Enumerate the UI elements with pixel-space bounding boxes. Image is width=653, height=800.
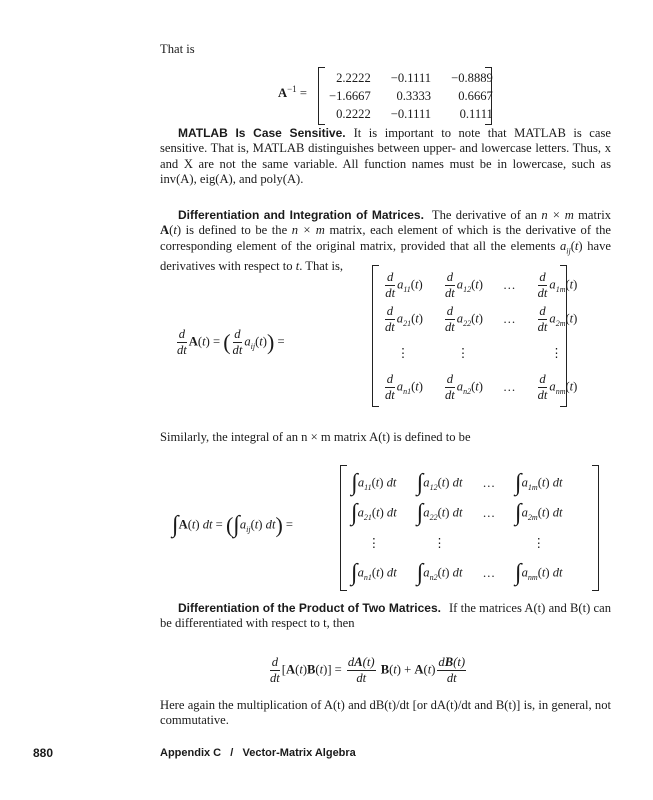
- matrix-cell: …: [503, 277, 516, 292]
- matrix-cell: $\frac{d}{dt}$ $a_{11}(t)$: [385, 269, 423, 300]
- matrix-cell: $\int a_{1m}(t)$ dt: [515, 469, 563, 496]
- matrix-row: [373, 268, 587, 302]
- matrix-cell: $\frac{d}{dt}$ $a_{n1}(t)$: [385, 371, 423, 402]
- matrix-cell: 0.6667: [458, 89, 493, 103]
- matrix-cell: ⋮: [433, 536, 446, 550]
- running-title: Appendix C / Vector-Matrix Algebra: [160, 747, 356, 759]
- matrix-cell: $\frac{d}{dt}$ $a_{1m}(t)$: [537, 269, 578, 300]
- matrix-cell: …: [482, 475, 496, 490]
- matrix-cell: $\int a_{21}(t)$ dt: [351, 499, 397, 526]
- matrix-cell: $\frac{d}{dt}$ $a_{2m}(t)$: [537, 303, 578, 334]
- matrix-cell: …: [503, 379, 516, 394]
- derivative-lhs: $\frac{d}{dt}$ A(t) = ( $\frac{d}{dt}$ $a_{ij}(t)$) =: [177, 327, 285, 357]
- matrix-cell: $\frac{d}{dt}$ $a_{22}(t)$: [445, 303, 483, 334]
- differentiation-paragraph: Differentiation and Integration of Matrices. The derivative of an n × m matrix A(t) is defined to be the n × m matrix, each element of which is the derivative of the corresponding element of the original matrix, provided that all the elements $a_{ij}(t)$ have derivatives with respect to t. That is,: [160, 208, 612, 273]
- matrix-cell: 0.2222: [336, 107, 371, 121]
- matrix-cell: 0.3333: [396, 89, 432, 103]
- case-sensitive-paragraph: MATLAB Is Case Sensitive. It is important to note that MATLAB is case sensitive. That is, MATLAB distinguishes between upper- and lowercase letters. Thus, x and X are not the same variable. All function names must be in lowercase, such as inv(A), eig(A), and poly(A).: [160, 126, 611, 187]
- matrix-row: [341, 498, 573, 528]
- integral-matrix: [340, 465, 599, 591]
- matrix-cell: ⋮: [367, 536, 381, 550]
- matrix-cell: −0.1111: [390, 71, 432, 85]
- matrix-cell: $\int a_{12}(t)$ dt: [416, 469, 463, 496]
- matrix-cell: $\int a_{n1}(t)$ dt: [351, 559, 397, 586]
- matrix-cell: …: [482, 565, 496, 580]
- integral-lhs: ∫A(t) dt = $(\int a_{ij}(t) dt)$ =: [172, 512, 294, 538]
- matrix-row: [373, 302, 587, 336]
- matrix-cell: …: [503, 311, 516, 326]
- matrix-cell: ⋮: [396, 346, 410, 360]
- matrix-row: [341, 468, 573, 498]
- matrix-cell: −0.1111: [390, 107, 432, 121]
- matrix-cell: [493, 336, 526, 370]
- matrix-cell: 2.2222: [336, 71, 371, 85]
- product-paragraph: Differentiation of the Product of Two Matrices. If the matrices A(t) and B(t) can be differentiated with respect to t, then: [160, 601, 611, 631]
- matrix-cell: $\frac{d}{dt}$ $a_{21}(t)$: [385, 303, 423, 334]
- matrix-cell: −1.6667: [329, 89, 371, 103]
- matrix-row: [373, 336, 587, 370]
- matrix-row: [373, 370, 587, 404]
- intro-text: That is: [160, 42, 195, 56]
- matrix-cell: $\int a_{nm}(t)$ dt: [515, 559, 563, 586]
- matrix-cell: $\frac{d}{dt}$ $a_{12}(t)$: [445, 269, 483, 300]
- matrix-cell: $\int a_{2m}(t)$ dt: [515, 499, 563, 526]
- matrix-cell: $\int a_{22}(t)$ dt: [416, 499, 463, 526]
- inverse-label: $A^{-1}$ =: [278, 84, 307, 101]
- integral-intro-text: Similarly, the integral of an n × m matrix A(t) is defined to be: [160, 430, 471, 444]
- matrix-cell: $\int a_{11}(t)$ dt: [351, 469, 397, 496]
- matrix-row: [341, 528, 573, 558]
- matrix-cell: ⋮: [532, 536, 546, 550]
- matrix-row: [341, 558, 573, 588]
- inverse-matrix: [318, 67, 492, 125]
- final-paragraph: Here again the multiplication of A(t) and dB(t)/dt [or dA(t)/dt and B(t)] is, in general, not commutative.: [160, 698, 611, 728]
- matrix-cell: −0.8889: [451, 71, 493, 85]
- matrix-cell: …: [482, 505, 496, 520]
- matrix-cell: $\frac{d}{dt}$ $a_{n2}(t)$: [445, 371, 483, 402]
- matrix-cell: ⋮: [456, 346, 470, 360]
- matrix-cell: ⋮: [550, 346, 563, 360]
- matrix-cell: [472, 528, 505, 558]
- derivative-matrix: [372, 265, 578, 407]
- matrix-cell: $\int a_{n2}(t)$ dt: [416, 559, 463, 586]
- matrix-cell: 0.1111: [459, 107, 493, 121]
- matrix-cell: $\frac{d}{dt}$ $a_{nm}(t)$: [537, 371, 578, 402]
- matrix-row: [319, 69, 503, 87]
- product-rule-equation: $\frac{d}{dt}$ [A(t)B(t)] = $\frac{dA(t)}{dt}$ B(t) + A(t) $\frac{dB(t)}{dt}$: [270, 655, 466, 685]
- page-number: 880: [33, 746, 54, 760]
- matrix-row: [319, 87, 503, 105]
- matrix-row: [319, 105, 503, 123]
